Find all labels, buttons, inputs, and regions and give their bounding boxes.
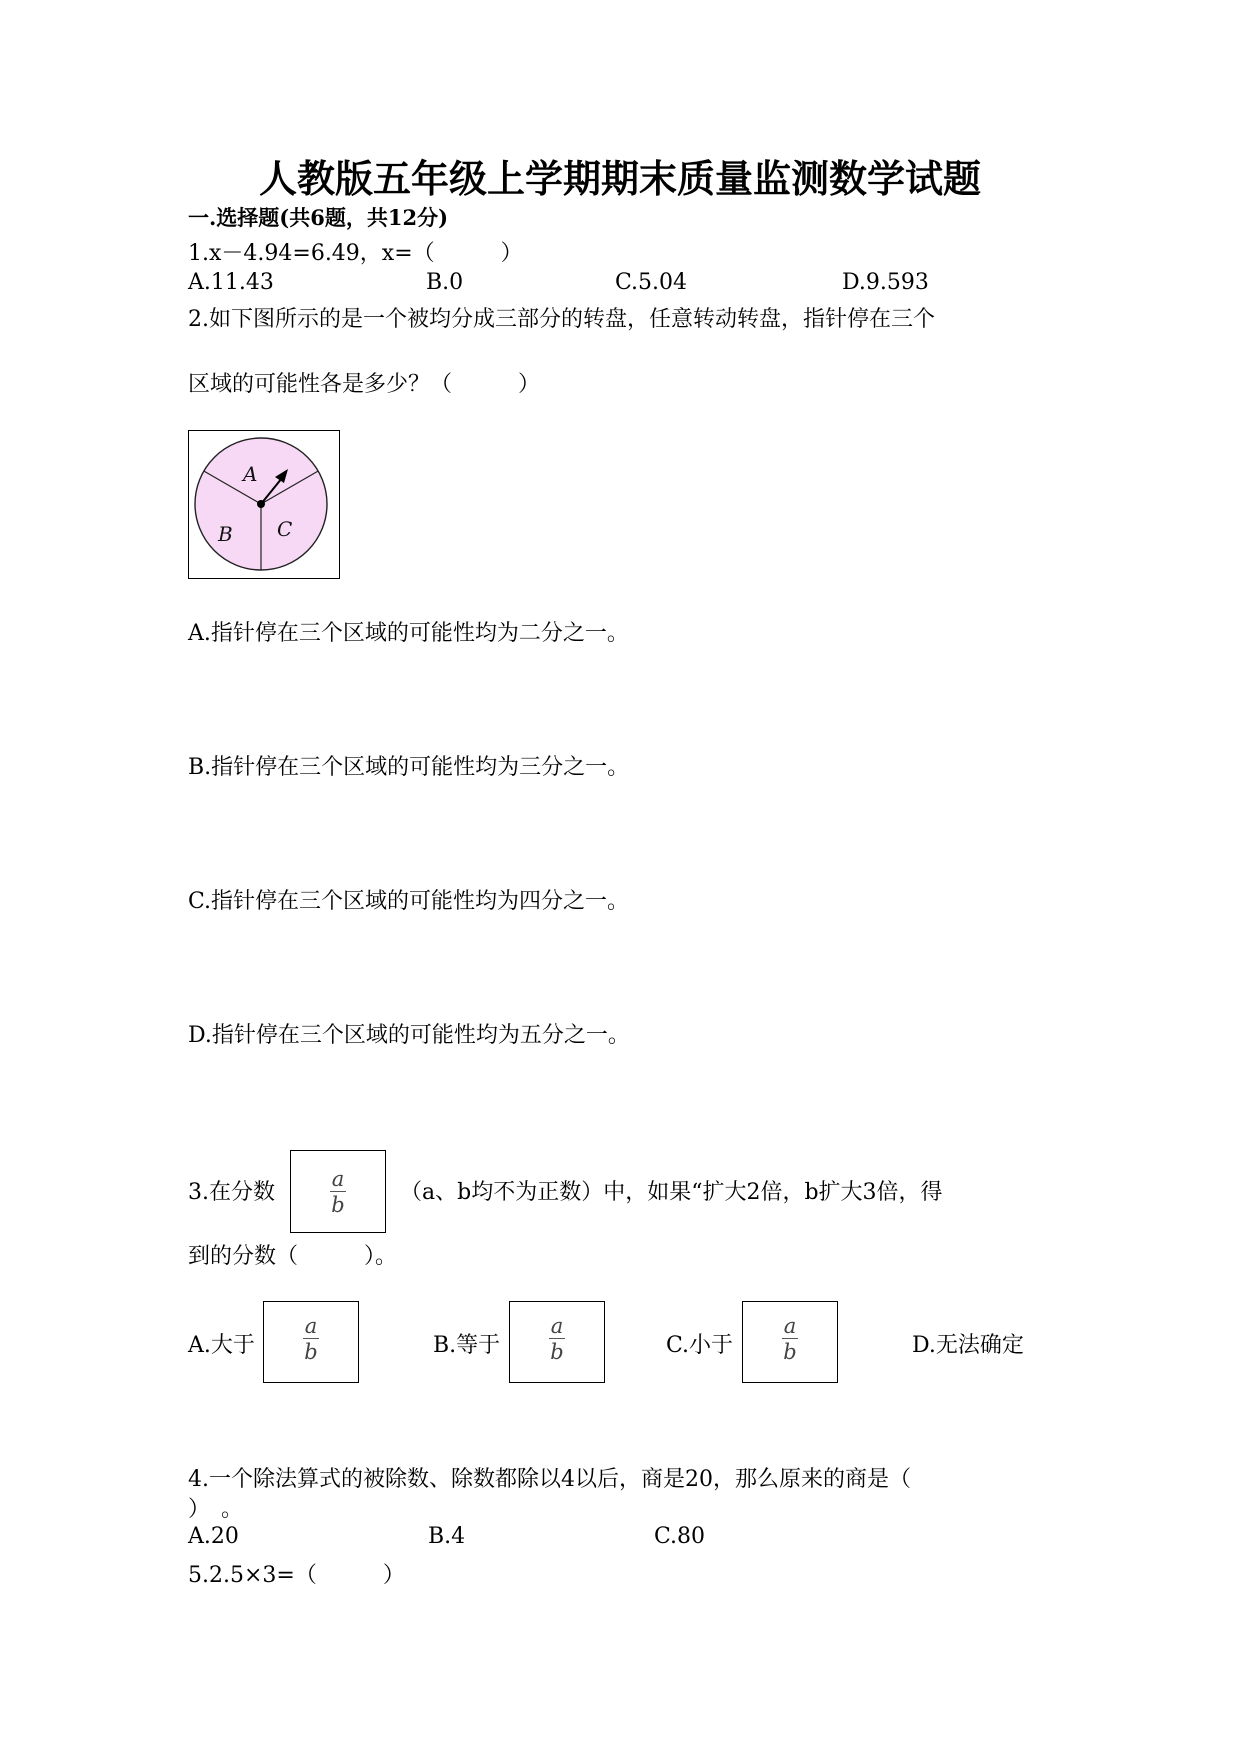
q3-stem-suffix: （a、b均不为正数）中，如果“扩大2倍，b扩大3倍，得 [400, 1180, 943, 1205]
fraction-bar [303, 1338, 319, 1339]
q4-option-a: A.20 [188, 1524, 239, 1549]
q2-option-d: D.指针停在三个区域的可能性均为五分之一。 [188, 1023, 630, 1048]
fraction-numerator: a [783, 1314, 797, 1338]
fraction-denominator: b [783, 1340, 797, 1364]
q3-stem-prefix: 3.在分数 [188, 1180, 275, 1205]
q3-option-b: B.等于 [433, 1333, 501, 1358]
q2-stem-line1: 2.如下图所示的是一个被均分成三部分的转盘，任意转动转盘，指针停在三个 [188, 307, 935, 332]
q2-option-a: A.指针停在三个区域的可能性均为二分之一。 [188, 621, 629, 646]
q3-option-d: D.无法确定 [912, 1333, 1024, 1358]
q1-stem: 1.x－4.94=6.49，x=（ ） [188, 241, 523, 266]
spinner-label-c: C [277, 517, 293, 541]
q3-option-a: A.大于 [188, 1333, 255, 1358]
q4-stem-line1: 4.一个除法算式的被除数、除数都除以4以后，商是20，那么原来的商是（ [188, 1467, 911, 1492]
fraction-bar [330, 1191, 346, 1192]
q5-stem: 5.2.5×3=（ ） [188, 1563, 405, 1588]
q2-option-b: B.指针停在三个区域的可能性均为三分之一。 [188, 755, 630, 780]
q1-option-c: C.5.04 [615, 270, 688, 295]
fraction-bar [782, 1338, 798, 1339]
q2-option-c: C.指针停在三个区域的可能性均为四分之一。 [188, 889, 630, 914]
q2-stem-line2: 区域的可能性各是多少？（ ） [188, 372, 541, 397]
q4-stem-line2: ） 。 [188, 1497, 244, 1522]
q3-option-c: C.小于 [666, 1333, 734, 1358]
spinner-figure [188, 430, 340, 579]
fraction-denominator: b [550, 1340, 564, 1364]
page-title: 人教版五年级上学期期末质量监测数学试题 [258, 156, 981, 201]
spinner-label-a: A [243, 462, 258, 486]
fraction-denominator: b [331, 1193, 345, 1217]
fraction-bar [549, 1338, 565, 1339]
fraction-numerator: a [550, 1314, 564, 1338]
spinner-pivot [257, 500, 265, 508]
q3-stem-line2: 到的分数（ ）。 [188, 1244, 398, 1269]
q3-fraction-box [290, 1150, 386, 1233]
q4-option-c: C.80 [654, 1524, 706, 1549]
fraction-numerator: a [304, 1314, 318, 1338]
q3-option-a-fraction [263, 1301, 359, 1383]
spinner-label-b: B [218, 522, 233, 546]
q4-option-b: B.4 [428, 1524, 466, 1549]
fraction-numerator: a [331, 1167, 345, 1191]
section-heading: 一.选择题(共6题，共12分) [188, 205, 449, 230]
spinner-diagram [189, 431, 338, 577]
q1-option-d: D.9.593 [842, 270, 929, 295]
q3-option-c-fraction [742, 1301, 838, 1383]
q1-option-a: A.11.43 [188, 270, 274, 295]
q3-option-b-fraction [509, 1301, 605, 1383]
q1-option-b: B.0 [426, 270, 464, 295]
fraction-denominator: b [304, 1340, 318, 1364]
